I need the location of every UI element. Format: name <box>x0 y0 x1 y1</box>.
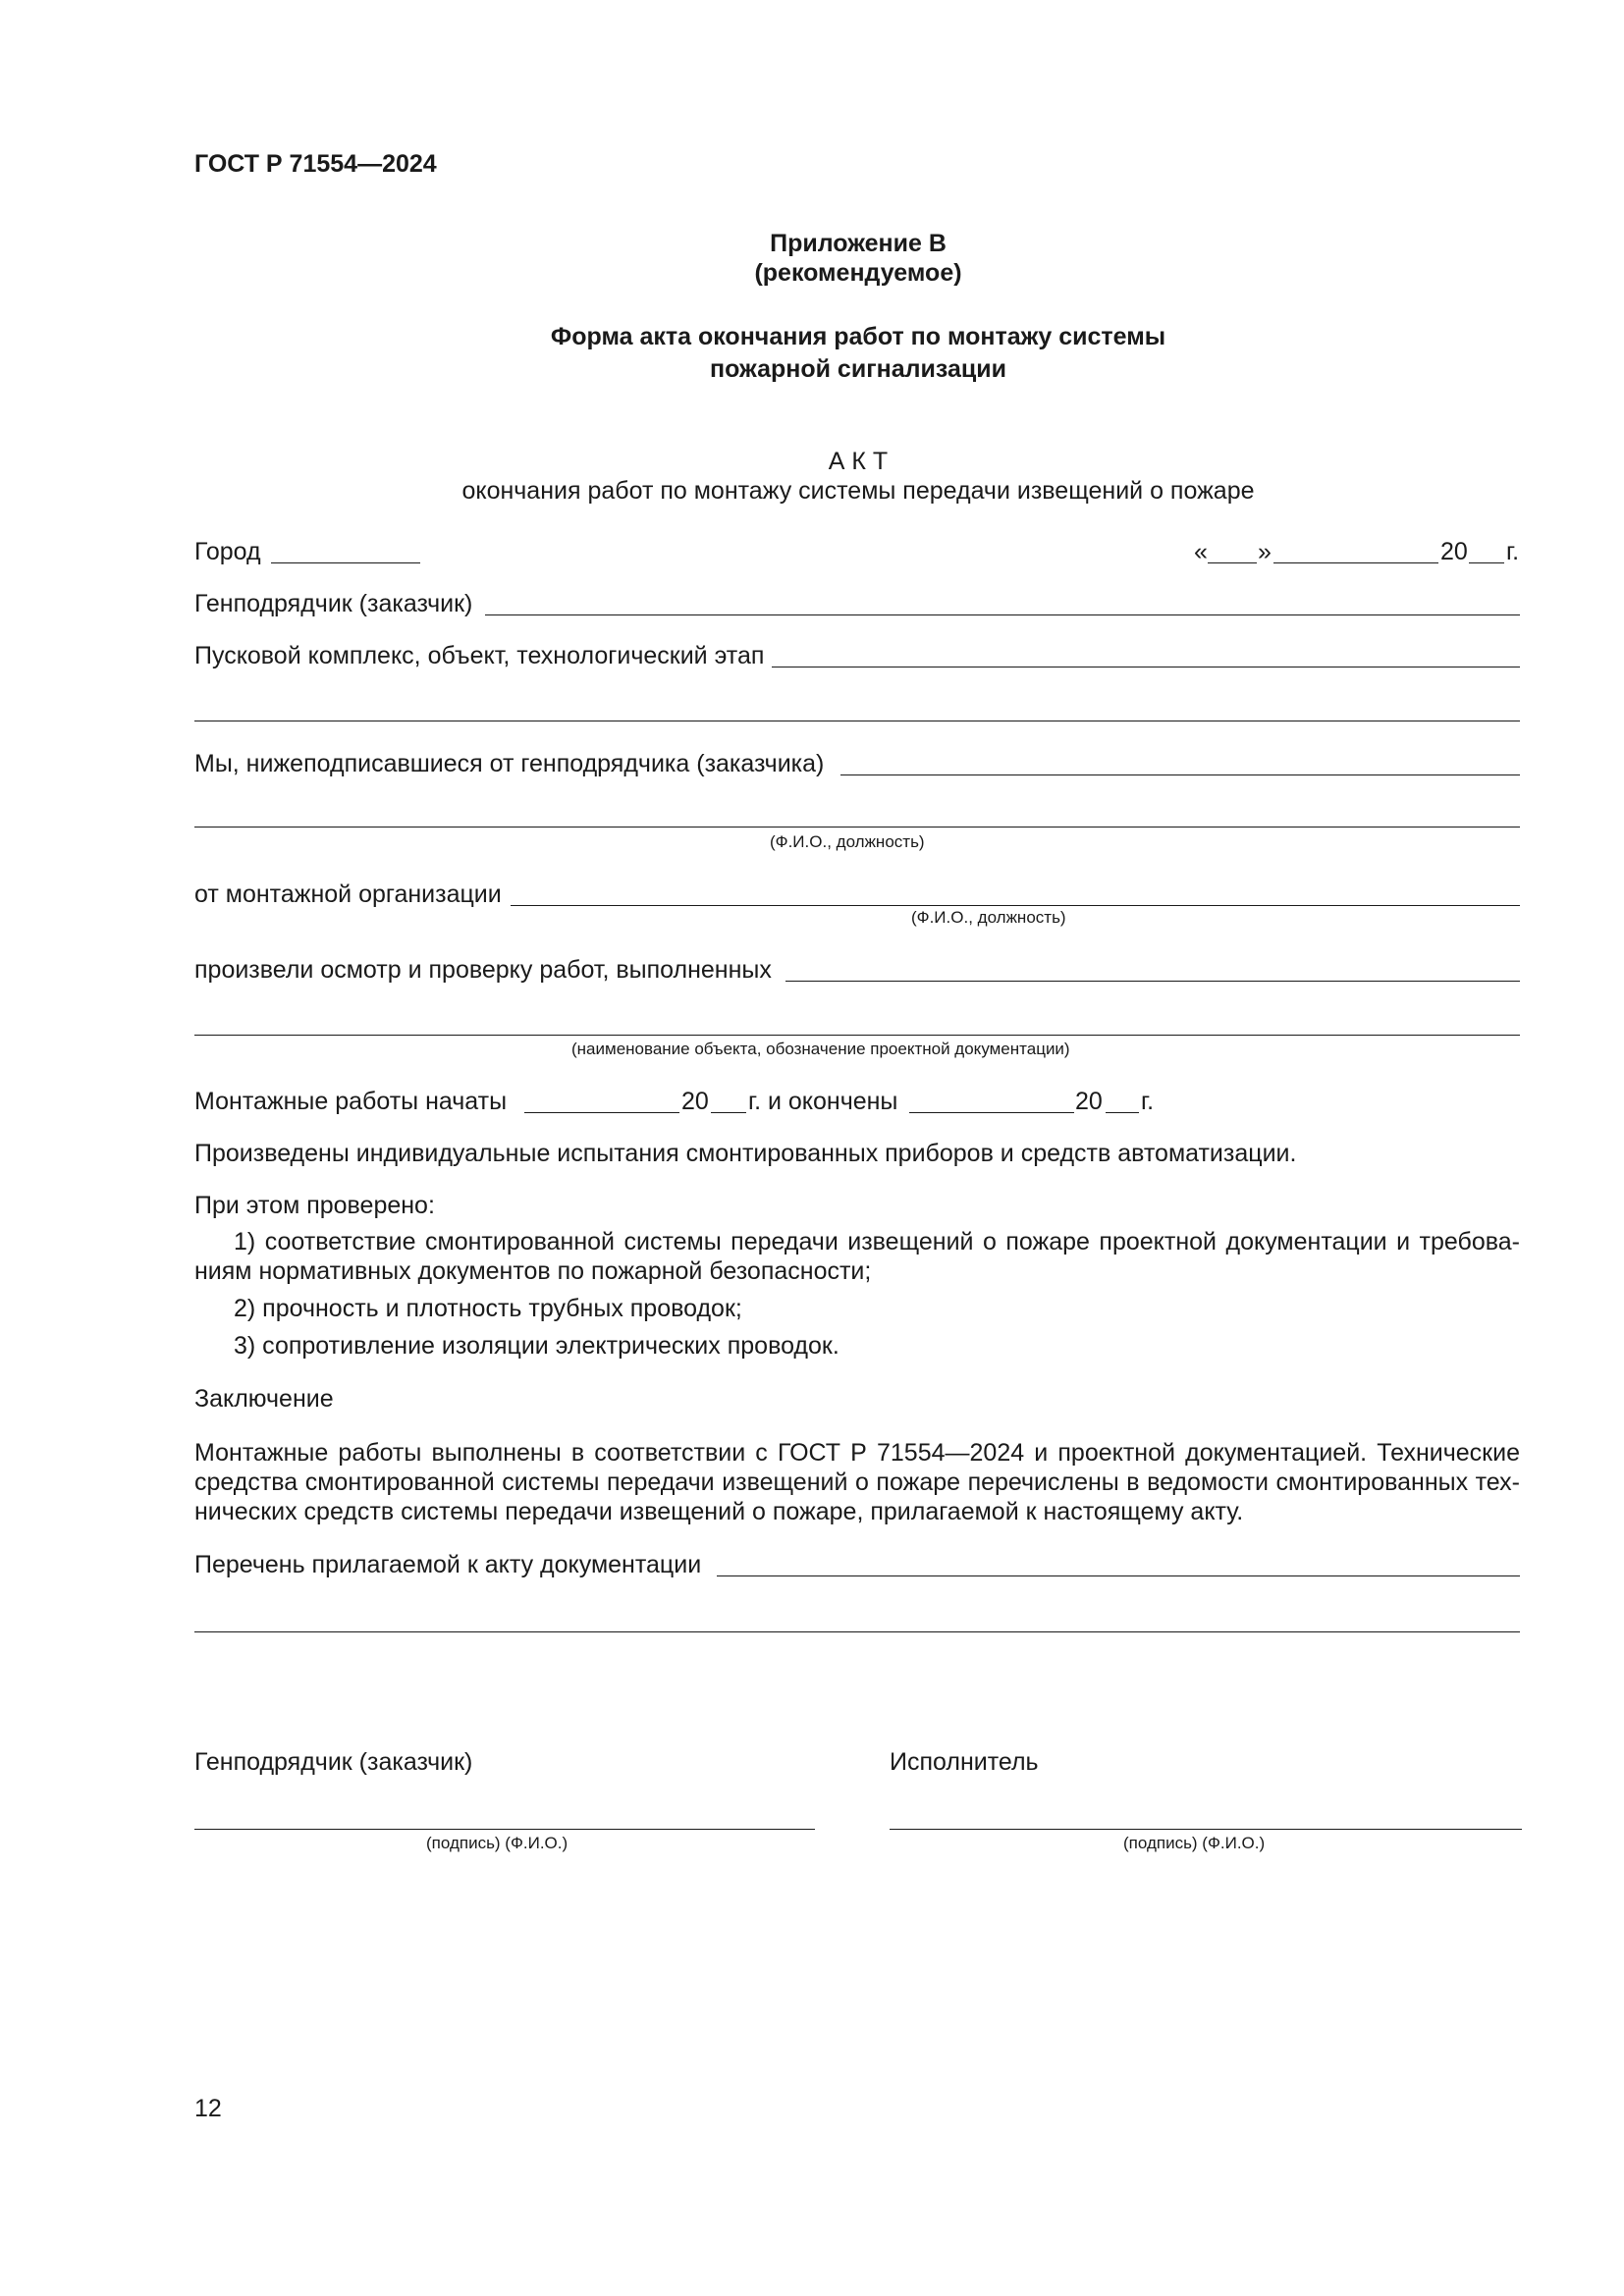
standard-designation: ГОСТ Р 71554—2024 <box>194 150 437 178</box>
works-start-year-field[interactable] <box>711 1112 746 1113</box>
contractor-label: Генподрядчик (заказчик) <box>194 590 473 617</box>
date-close-quote: » <box>1258 538 1272 565</box>
works-start-date-field[interactable] <box>524 1112 679 1113</box>
date-month-field[interactable] <box>1273 562 1438 563</box>
appendix-title: Приложение В <box>770 230 947 257</box>
inspected-label: произвели осмотр и проверку работ, выполненных <box>194 956 772 984</box>
works-year-prefix-1: 20 <box>681 1088 709 1115</box>
date-open-quote: « <box>1194 538 1208 565</box>
we-undersigned-label: Мы, нижеподписавшиеся от генподрядчика (заказчика) <box>194 750 825 777</box>
date-year-suffix: г. <box>1506 538 1520 565</box>
complex-label: Пусковой комплекс, объект, технологический этап <box>194 642 765 669</box>
conclusion-line2: средства смонтированной системы передачи извещений о пожаре перечислены в ведомости смонтированных тех- <box>194 1468 1520 1496</box>
signature-right-hint: (подпись) (Ф.И.О.) <box>1123 1834 1266 1852</box>
object-hint: (наименование объекта, обозначение проектной документации) <box>571 1040 1070 1058</box>
docs-list-label: Перечень прилагаемой к акту документации <box>194 1551 702 1578</box>
works-year-prefix-2: 20 <box>1075 1088 1103 1115</box>
contractor-field[interactable] <box>485 614 1520 615</box>
conclusion-line3: нических средств системы передачи извещений о пожаре, прилагаемой к настоящему акту. <box>194 1498 1244 1525</box>
works-year-suffix: г. <box>1141 1088 1155 1115</box>
docs-list-continuation[interactable] <box>194 1631 1520 1632</box>
city-field[interactable] <box>271 562 420 563</box>
appendix-status: (рекомендуемое) <box>754 259 962 287</box>
checked-label: При этом проверено: <box>194 1192 435 1219</box>
contractor-representative-field[interactable] <box>840 774 1520 775</box>
check-item-3: 3) сопротивление изоляции электрических проводок. <box>234 1332 839 1360</box>
date-day-field[interactable] <box>1208 562 1257 563</box>
conclusion-line1: Монтажные работы выполнены в соответствии с ГОСТ Р 71554—2024 и проектной документацией. Технические <box>194 1439 1520 1467</box>
docs-list-field[interactable] <box>717 1575 1520 1576</box>
installer-representative-field[interactable] <box>511 905 1520 906</box>
signature-left-field[interactable] <box>194 1829 815 1830</box>
check-item-1-line2: ниям нормативных документов по пожарной безопасности; <box>194 1257 872 1285</box>
date-year-prefix: 20 <box>1440 538 1468 565</box>
conclusion-label: Заключение <box>194 1385 334 1413</box>
tests-paragraph: Произведены индивидуальные испытания смонтированных приборов и средств автоматизации. <box>194 1140 1297 1167</box>
check-item-2: 2) прочность и плотность трубных проводок; <box>234 1295 742 1322</box>
appendix-heading-line2: пожарной сигнализации <box>710 355 1006 383</box>
fio-position-hint: (Ф.И.О., должность) <box>770 832 925 851</box>
appendix-heading-line1: Форма акта окончания работ по монтажу системы <box>550 323 1166 350</box>
city-label: Город <box>194 538 261 565</box>
date-year-field[interactable] <box>1469 562 1504 563</box>
fio-position-hint: (Ф.И.О., должность) <box>911 908 1066 927</box>
inspected-works-field[interactable] <box>785 981 1520 982</box>
act-title: А К Т <box>828 448 889 475</box>
signature-left-hint: (подпись) (Ф.И.О.) <box>426 1834 568 1852</box>
act-subtitle: окончания работ по монтажу системы передачи извещений о пожаре <box>461 477 1255 505</box>
check-item-1-line1: 1) соответствие смонтированной системы передачи извещений о пожаре проектной документации и требова- <box>234 1228 1520 1255</box>
contractor-representative-continuation[interactable] <box>194 827 1520 828</box>
signature-left-label: Генподрядчик (заказчик) <box>194 1748 473 1776</box>
signature-right-field[interactable] <box>890 1829 1522 1830</box>
installer-label: от монтажной организации <box>194 881 502 908</box>
works-and-finished: г. и окончены <box>748 1088 898 1115</box>
page-number: 12 <box>194 2095 222 2122</box>
works-started-label: Монтажные работы начаты <box>194 1088 508 1115</box>
works-end-date-field[interactable] <box>909 1112 1074 1113</box>
object-field[interactable] <box>194 1035 1520 1036</box>
works-end-year-field[interactable] <box>1106 1112 1139 1113</box>
signature-right-label: Исполнитель <box>890 1748 1039 1776</box>
